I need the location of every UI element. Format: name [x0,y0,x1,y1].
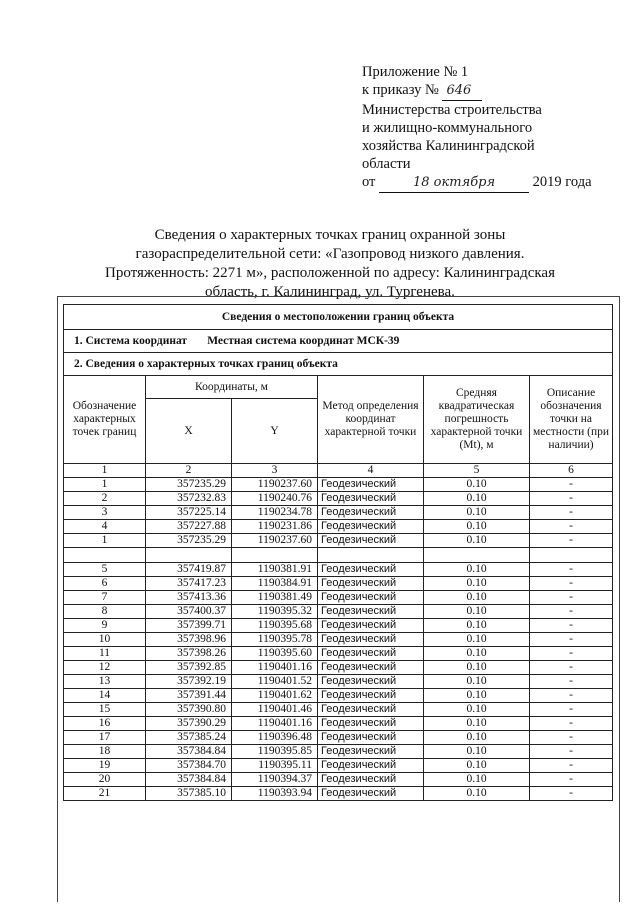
description-cell: - [530,717,613,731]
point-number-cell: 19 [64,759,146,773]
col-number: 3 [232,464,318,478]
method-cell: Геодезический [318,492,424,506]
y-coord-cell: 1190401.62 [232,689,318,703]
error-cell: 0.10 [424,787,530,801]
x-coord-cell: 357392.19 [146,675,232,689]
x-coord-cell: 357384.84 [146,745,232,759]
y-coord-cell: 1190231.86 [232,520,318,534]
table-row [64,577,613,591]
x-coord-cell: 357399.71 [146,619,232,633]
y-coord-cell: 1190395.78 [232,633,318,647]
appendix-line-1: Приложение № 1 [362,64,469,80]
description-cell: - [530,787,613,801]
section-title-row [64,305,613,330]
x-coord-cell: 357417.23 [146,577,232,591]
table-row [64,591,613,605]
order-prefix: к приказу № [362,82,439,98]
description-cell: - [530,492,613,506]
error-cell: 0.10 [424,759,530,773]
error-cell: 0.10 [424,478,530,492]
coord-system-label: 1. Система координат [74,334,188,347]
coord-system-value: Местная система координат МСК-39 [207,334,400,347]
description-cell: - [530,703,613,717]
y-coord-cell: 1190401.46 [232,703,318,717]
empty-cell [64,548,146,563]
appendix-line-6: области [362,156,411,172]
error-cell: 0.10 [424,647,530,661]
empty-cell [424,548,530,563]
error-cell: 0.10 [424,492,530,506]
table-row [64,731,613,745]
error-cell: 0.10 [424,703,530,717]
appendix-line-4: и жилищно-коммунального [362,120,533,136]
error-cell: 0.10 [424,506,530,520]
header-coords: Координаты, м [146,376,318,399]
error-cell: 0.10 [424,675,530,689]
point-number-cell: 1 [64,534,146,548]
error-cell: 0.10 [424,534,530,548]
x-coord-cell: 357227.88 [146,520,232,534]
header-y: Y [232,399,318,464]
y-coord-cell: 1190401.52 [232,675,318,689]
separator-row [64,548,613,563]
method-cell: Геодезический [318,591,424,605]
error-cell: 0.10 [424,633,530,647]
date-handwritten: 18 октября [379,174,529,193]
error-cell: 0.10 [424,605,530,619]
table-row [64,633,613,647]
method-cell: Геодезический [318,703,424,717]
x-coord-cell: 357390.29 [146,717,232,731]
y-coord-cell: 1190395.85 [232,745,318,759]
point-number-cell: 7 [64,591,146,605]
point-number-cell: 18 [64,745,146,759]
description-cell: - [530,633,613,647]
y-coord-cell: 1190393.94 [232,787,318,801]
table-row [64,787,613,801]
x-coord-cell: 357391.44 [146,689,232,703]
empty-cell [530,548,613,563]
point-number-cell: 12 [64,661,146,675]
col-number: 5 [424,464,530,478]
description-cell: - [530,759,613,773]
point-number-cell: 17 [64,731,146,745]
header-method: Метод определения координат характерной точки [318,376,424,464]
y-coord-cell: 1190395.32 [232,605,318,619]
method-cell: Геодезический [318,773,424,787]
table-row [64,689,613,703]
appendix-block [362,63,632,193]
error-cell: 0.10 [424,717,530,731]
method-cell: Геодезический [318,520,424,534]
empty-cell [146,548,232,563]
description-cell: - [530,534,613,548]
appendix-date-line [362,173,632,193]
method-cell: Геодезический [318,647,424,661]
description-cell: - [530,731,613,745]
table-row [64,520,613,534]
method-cell: Геодезический [318,787,424,801]
table-row [64,703,613,717]
table-row [64,492,613,506]
table-row [64,759,613,773]
y-coord-cell: 1190237.60 [232,478,318,492]
y-coord-cell: 1190240.76 [232,492,318,506]
column-numbers-row [64,464,613,478]
table-row [64,506,613,520]
header-description: Описание обозначения точки на местности (при наличии) [530,376,613,464]
description-cell: - [530,661,613,675]
empty-cell [318,548,424,563]
col-number: 6 [530,464,613,478]
title-line-4: область, г. Калининград, ул. Тургенева. [205,284,455,300]
error-cell: 0.10 [424,619,530,633]
y-coord-cell: 1190395.11 [232,759,318,773]
empty-cell [232,548,318,563]
y-coord-cell: 1190396.48 [232,731,318,745]
method-cell: Геодезический [318,633,424,647]
date-prefix: от [362,174,376,190]
x-coord-cell: 357385.10 [146,787,232,801]
description-cell: - [530,675,613,689]
point-number-cell: 3 [64,506,146,520]
point-number-cell: 21 [64,787,146,801]
table-row [64,534,613,548]
method-cell: Геодезический [318,619,424,633]
description-cell: - [530,577,613,591]
col-number: 4 [318,464,424,478]
table-row [64,717,613,731]
point-number-cell: 4 [64,520,146,534]
y-coord-cell: 1190237.60 [232,534,318,548]
description-cell: - [530,619,613,633]
method-cell: Геодезический [318,731,424,745]
description-cell: - [530,689,613,703]
order-number-handwritten: 646 [442,82,482,101]
points-section-label: 2. Сведения о характерных точках границ объекта [64,353,613,376]
header-x: X [146,399,232,464]
description-cell: - [530,478,613,492]
y-coord-cell: 1190381.91 [232,563,318,577]
date-suffix: 2019 года [532,174,592,190]
point-number-cell: 5 [64,563,146,577]
method-cell: Геодезический [318,506,424,520]
x-coord-cell: 357392.85 [146,661,232,675]
col-number: 2 [146,464,232,478]
x-coord-cell: 357400.37 [146,605,232,619]
title-line-1: Сведения о характерных точках границ охранной зоны [154,227,506,243]
description-cell: - [530,605,613,619]
header-row-1 [64,376,613,399]
y-coord-cell: 1190401.16 [232,661,318,675]
description-cell: - [530,563,613,577]
header-error: Средняя квадратическая погрешность характерной точки (Mt), м [424,376,530,464]
x-coord-cell: 357385.24 [146,731,232,745]
document-title [60,226,600,302]
method-cell: Геодезический [318,605,424,619]
y-coord-cell: 1190395.68 [232,619,318,633]
point-number-cell: 15 [64,703,146,717]
table-row [64,675,613,689]
y-coord-cell: 1190401.16 [232,717,318,731]
point-number-cell: 8 [64,605,146,619]
error-cell: 0.10 [424,661,530,675]
method-cell: Геодезический [318,745,424,759]
point-number-cell: 1 [64,478,146,492]
table-row [64,773,613,787]
title-line-3: Протяженность: 2271 м», расположенной по адресу: Калининградская [105,265,555,281]
point-number-cell: 9 [64,619,146,633]
description-cell: - [530,506,613,520]
x-coord-cell: 357398.96 [146,633,232,647]
table-row [64,647,613,661]
points-section-row [64,353,613,376]
error-cell: 0.10 [424,520,530,534]
x-coord-cell: 357384.84 [146,773,232,787]
x-coord-cell: 357413.36 [146,591,232,605]
description-cell: - [530,520,613,534]
error-cell: 0.10 [424,577,530,591]
method-cell: Геодезический [318,675,424,689]
point-number-cell: 2 [64,492,146,506]
error-cell: 0.10 [424,731,530,745]
title-line-2: газораспределительной сети: «Газопровод низкого давления. [135,246,525,262]
table-row [64,605,613,619]
x-coord-cell: 357232.83 [146,492,232,506]
table-row [64,619,613,633]
table-row [64,563,613,577]
method-cell: Геодезический [318,478,424,492]
x-coord-cell: 357398.26 [146,647,232,661]
section-title: Сведения о местоположении границ объекта [64,305,613,330]
y-coord-cell: 1190394.37 [232,773,318,787]
point-number-cell: 13 [64,675,146,689]
coord-system-row [64,330,613,353]
table-row [64,661,613,675]
appendix-line-3: Министерства строительства [362,102,542,118]
x-coord-cell: 357390.80 [146,703,232,717]
y-coord-cell: 1190381.49 [232,591,318,605]
boundary-points-table [63,304,613,801]
method-cell: Геодезический [318,577,424,591]
method-cell: Геодезический [318,689,424,703]
error-cell: 0.10 [424,563,530,577]
point-number-cell: 20 [64,773,146,787]
error-cell: 0.10 [424,689,530,703]
x-coord-cell: 357419.87 [146,563,232,577]
y-coord-cell: 1190395.60 [232,647,318,661]
error-cell: 0.10 [424,745,530,759]
coord-system-cell [64,330,613,353]
point-number-cell: 11 [64,647,146,661]
y-coord-cell: 1190384.91 [232,577,318,591]
method-cell: Геодезический [318,661,424,675]
method-cell: Геодезический [318,563,424,577]
description-cell: - [530,591,613,605]
point-number-cell: 16 [64,717,146,731]
description-cell: - [530,647,613,661]
appendix-line-5: хозяйства Калининградской [362,138,535,154]
point-number-cell: 6 [64,577,146,591]
point-number-cell: 14 [64,689,146,703]
error-cell: 0.10 [424,773,530,787]
table-row [64,478,613,492]
method-cell: Геодезический [318,717,424,731]
table-row [64,745,613,759]
col-number: 1 [64,464,146,478]
method-cell: Геодезический [318,759,424,773]
x-coord-cell: 357235.29 [146,534,232,548]
method-cell: Геодезический [318,534,424,548]
appendix-order-line [362,81,632,101]
x-coord-cell: 357384.70 [146,759,232,773]
x-coord-cell: 357225.14 [146,506,232,520]
description-cell: - [530,745,613,759]
x-coord-cell: 357235.29 [146,478,232,492]
header-designation: Обозначение характерных точек границ [64,376,146,464]
y-coord-cell: 1190234.78 [232,506,318,520]
description-cell: - [530,773,613,787]
point-number-cell: 10 [64,633,146,647]
error-cell: 0.10 [424,591,530,605]
